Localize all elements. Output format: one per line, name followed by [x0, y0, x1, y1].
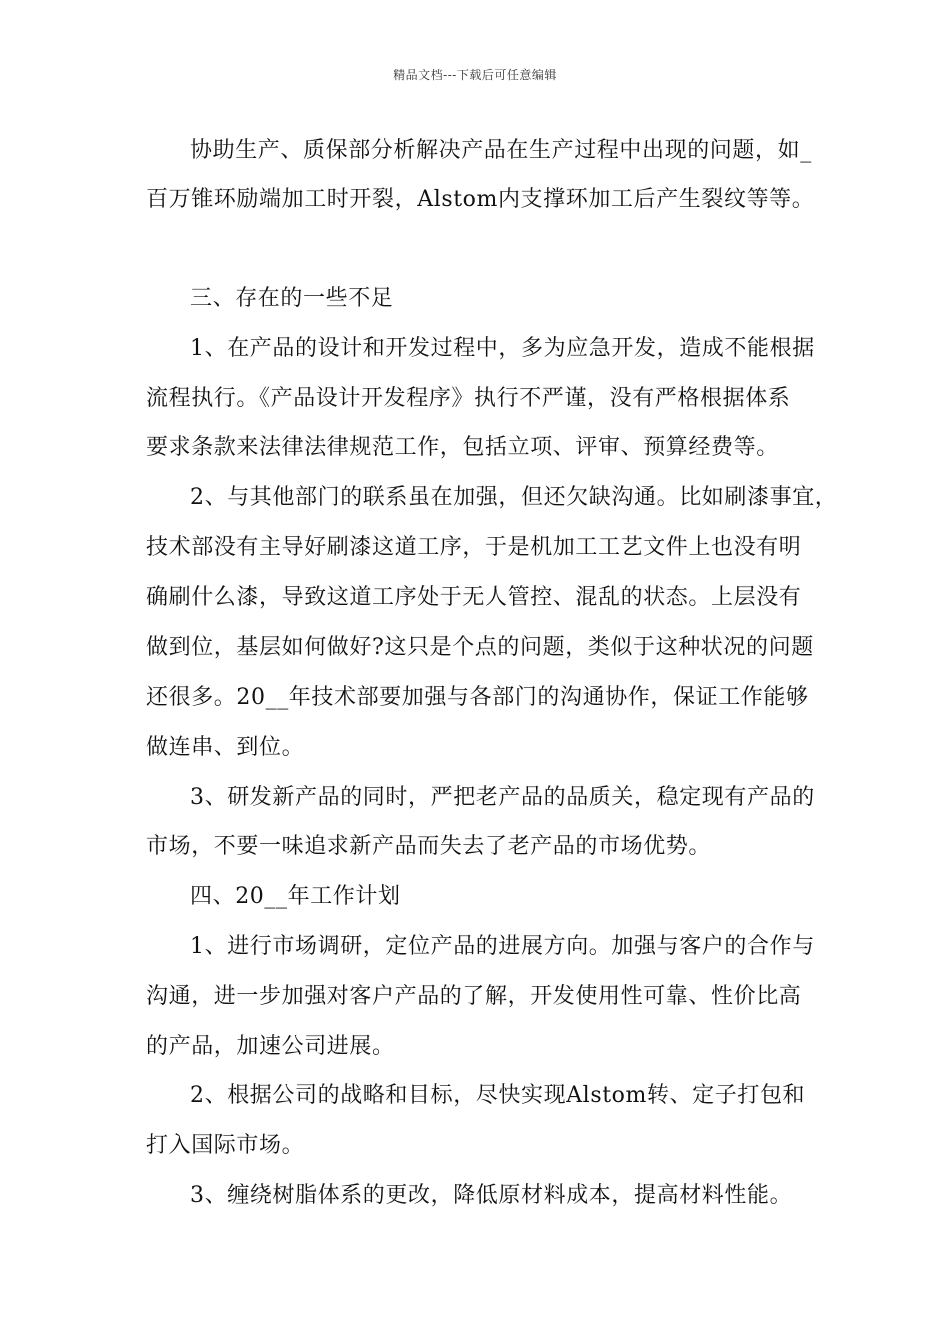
- paragraph-line: 确刷什么漆，导致这道工序处于无人管控、混乱的状态。上层没有: [146, 585, 802, 610]
- paragraph-line: 2、根据公司的战略和目标，尽快实现Alstom转、定子打包和: [190, 1083, 806, 1108]
- paragraph-line: 的产品，加速公司进展。: [146, 1034, 395, 1059]
- paragraph-line: 技术部没有主导好刷漆这道工序，于是机加工工艺文件上也没有明: [146, 535, 802, 560]
- paragraph-line: 打入国际市场。: [146, 1133, 305, 1158]
- section-heading: 三、存在的一些不足: [190, 286, 394, 311]
- paragraph-line: 要求条款来法律法律规范工作，包括立项、评审、预算经费等。: [146, 435, 779, 460]
- paragraph-line: 流程执行。《产品设计开发程序》执行不严谨，没有严格根据体系: [146, 386, 791, 411]
- paragraph-line: 沟通，进一步加强对客户产品的了解，开发使用性可靠、性价比高: [146, 984, 802, 1009]
- paragraph-line: 3、缠绕树脂体系的更改，降低原材料成本，提高材料性能。: [190, 1183, 793, 1208]
- paragraph-line: 市场，不要一味追求新产品而失去了老产品的市场优势。: [146, 834, 712, 859]
- paragraph-line: 1、在产品的设计和开发过程中，多为应急开发，造成不能根据: [190, 336, 815, 361]
- paragraph-line: 3、研发新产品的同时，严把老产品的品质关，稳定现有产品的: [190, 785, 815, 810]
- paragraph-line: 做到位，基层如何做好?这只是个点的问题，类似于这种状况的问题: [146, 635, 814, 660]
- paragraph-line: 百万锥环励端加工时开裂，Alstom内支撑环加工后产生裂纹等等。: [146, 187, 815, 212]
- page-header: 精品文档---下载后可任意编辑: [393, 68, 557, 82]
- paragraph-line: 2、与其他部门的联系虽在加强，但还欠缺沟通。比如刷漆事宜，: [190, 485, 838, 510]
- section-heading: 四、20__年工作计划: [190, 884, 401, 909]
- paragraph-line: 做连串、到位。: [146, 735, 305, 760]
- paragraph-line: 协助生产、质保部分析解决产品在生产过程中出现的问题，如_: [190, 138, 812, 163]
- paragraph-line: 还很多。20__年技术部要加强与各部门的沟通协作，保证工作能够: [146, 685, 809, 710]
- paragraph-line: 1、进行市场调研，定位产品的进展方向。加强与客户的合作与: [190, 934, 815, 959]
